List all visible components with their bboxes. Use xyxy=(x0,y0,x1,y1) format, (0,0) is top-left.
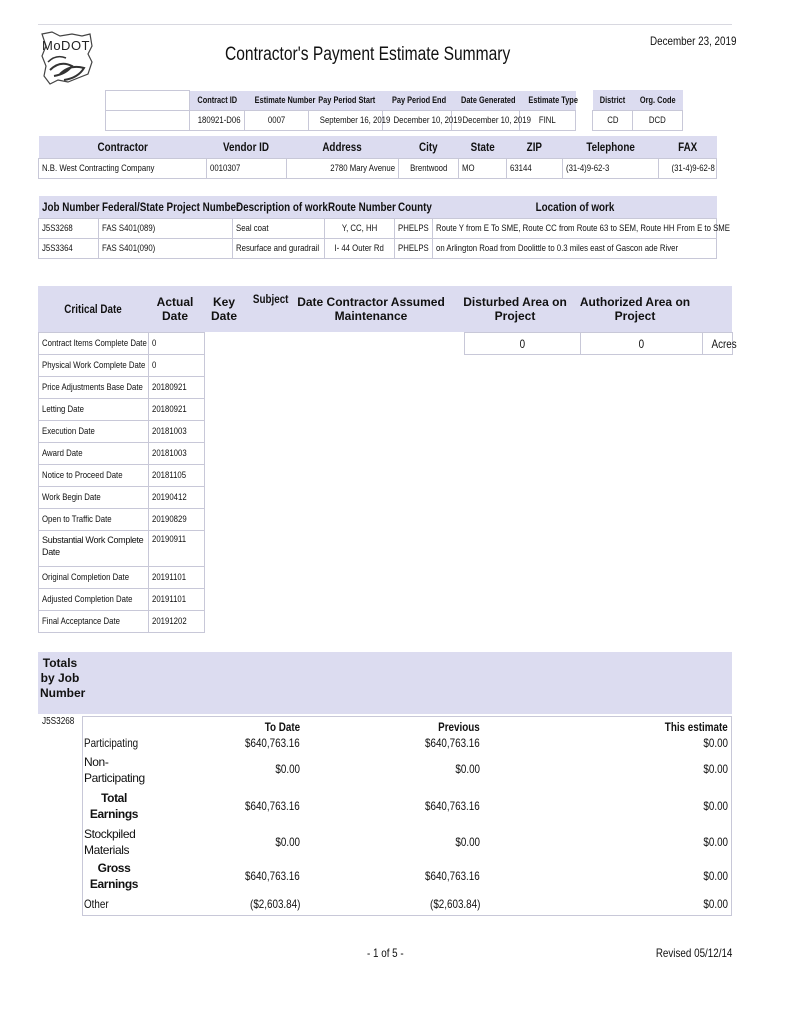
contract-blank-cell xyxy=(106,91,190,111)
totals-row-label: Participating xyxy=(84,736,139,750)
critical-date-value: 20181003 xyxy=(149,421,205,443)
critical-date-value: 20181003 xyxy=(149,443,205,465)
estimate-type-header: Estimate Type xyxy=(520,91,576,111)
telephone: (31-4)9-62-3 xyxy=(563,158,659,178)
totals-row-label: Non-Participating xyxy=(84,755,145,785)
critical-date-value: 0 xyxy=(149,333,205,355)
totals-row xyxy=(84,736,728,754)
this-estimate-value: $0.00 xyxy=(703,835,728,849)
estimate-number-header: Estimate Number xyxy=(245,91,309,111)
critical-date-value: 20191202 xyxy=(149,611,205,633)
this-estimate-header: This estimate xyxy=(665,720,728,734)
table-row xyxy=(39,487,205,509)
table-row xyxy=(39,509,205,531)
contractor-table xyxy=(38,136,717,179)
route-number: I- 44 Outer Rd xyxy=(325,238,395,258)
route-number: Y, CC, HH xyxy=(325,218,395,238)
critical-date-value: 20191101 xyxy=(149,567,205,589)
top-rule xyxy=(38,24,732,25)
modot-logo xyxy=(38,30,98,90)
table-row xyxy=(39,377,205,399)
this-estimate-value: $0.00 xyxy=(703,762,728,776)
contract-id-header: Contract ID xyxy=(190,91,245,111)
address: 2780 Mary Avenue xyxy=(287,158,399,178)
jobs-table xyxy=(38,196,730,259)
project-number: FAS S401(090) xyxy=(99,238,233,258)
critical-date-label: Physical Work Complete Date xyxy=(39,355,149,377)
authorized-area-value: 0 xyxy=(581,333,703,355)
description-header: Description of work xyxy=(233,196,325,218)
revised-date: Revised 05/12/14 xyxy=(655,946,732,960)
totals-row xyxy=(84,826,728,860)
telephone-header: Telephone xyxy=(563,136,659,158)
totals-row xyxy=(84,754,728,790)
previous-header: Previous xyxy=(438,720,480,734)
critical-date-value: 20190412 xyxy=(149,487,205,509)
previous-value: ($2,603.84) xyxy=(429,897,480,911)
location: on Arlington Road from Doolittle to 0.3 miles east of Gascon ade River xyxy=(433,238,717,258)
zip: 63144 xyxy=(507,158,563,178)
to-date-value: $640,763.16 xyxy=(245,869,300,883)
vendor-id-header: Vendor ID xyxy=(207,136,287,158)
to-date-header: To Date xyxy=(264,720,300,734)
critical-date-value: 20180921 xyxy=(149,377,205,399)
logo-text: MoDOT xyxy=(42,38,90,53)
disturbed-area-header: Disturbed Area on Project xyxy=(456,286,574,332)
page-number: - 1 of 5 - xyxy=(366,946,404,960)
table-row xyxy=(39,421,205,443)
county-header: County xyxy=(395,196,433,218)
table-row xyxy=(39,218,717,238)
org-code-value: DCD xyxy=(633,110,683,130)
fax-header: FAX xyxy=(659,136,717,158)
critical-date-label: Open to Traffic Date xyxy=(39,509,149,531)
vendor-id: 0010307 xyxy=(207,158,287,178)
route-number-header: Route Number xyxy=(325,196,395,218)
district-header: District xyxy=(593,90,633,110)
disturbed-area-value: 0 xyxy=(465,333,581,355)
totals-job-number: J5S3268 xyxy=(42,716,75,727)
report-date: December 23, 2019 xyxy=(650,34,737,48)
critical-date-value: 20181105 xyxy=(149,465,205,487)
fax: (31-4)9-62-8 xyxy=(659,158,717,178)
table-row xyxy=(39,567,205,589)
critical-date-value: 20191101 xyxy=(149,589,205,611)
critical-date-value: 0 xyxy=(149,355,205,377)
totals-row-label: Other xyxy=(84,897,109,911)
this-estimate-value: $0.00 xyxy=(703,736,728,750)
state: MO xyxy=(459,158,507,178)
previous-value: $0.00 xyxy=(455,762,480,776)
critical-date-header: Critical Date xyxy=(38,286,148,332)
previous-value: $0.00 xyxy=(455,835,480,849)
critical-date-label: Substantial Work Complete Date xyxy=(39,531,149,567)
critical-date-label: Award Date xyxy=(39,443,149,465)
actual-date-header: Actual Date xyxy=(148,286,202,332)
to-date-value: $0.00 xyxy=(275,835,300,849)
zip-header: ZIP xyxy=(507,136,563,158)
totals-row xyxy=(84,860,728,896)
date-generated-value: December 10, 2019 xyxy=(452,111,520,131)
city: Brentwood xyxy=(399,158,459,178)
table-row xyxy=(39,355,205,377)
district-table xyxy=(592,90,683,131)
job-number: J5S3268 xyxy=(39,218,99,238)
critical-date-label: Work Begin Date xyxy=(39,487,149,509)
table-row xyxy=(39,238,717,258)
critical-date-value: 20190911 xyxy=(149,531,205,567)
date-generated-header: Date Generated xyxy=(452,91,520,111)
totals-header-bar xyxy=(38,652,732,714)
area-table xyxy=(464,332,737,355)
critical-header-table xyxy=(38,286,732,332)
to-date-value: $640,763.16 xyxy=(245,799,300,813)
authorized-area-header: Authorized Area on Project xyxy=(574,286,696,332)
critical-dates-table xyxy=(38,332,205,633)
table-row xyxy=(39,589,205,611)
totals-row xyxy=(84,790,728,826)
to-date-value: ($2,603.84) xyxy=(249,897,300,911)
maintenance-header: Date Contractor Assumed Maintenance xyxy=(286,286,456,332)
totals-row-label: Gross Earnings xyxy=(89,861,139,891)
project-number-header: Federal/State Project Number xyxy=(99,196,233,218)
estimate-number-value: 0007 xyxy=(245,111,309,131)
city-header: City xyxy=(399,136,459,158)
area-unit: Acres xyxy=(703,333,733,355)
table-row xyxy=(39,333,205,355)
critical-date-label: Original Completion Date xyxy=(39,567,149,589)
critical-date-label: Notice to Proceed Date xyxy=(39,465,149,487)
address-header: Address xyxy=(287,136,399,158)
this-estimate-value: $0.00 xyxy=(703,897,728,911)
previous-value: $640,763.16 xyxy=(425,869,480,883)
critical-date-label: Execution Date xyxy=(39,421,149,443)
subject-header: Subject xyxy=(246,286,286,332)
contract-info-table xyxy=(105,90,576,131)
table-row xyxy=(39,399,205,421)
totals-row xyxy=(84,897,728,913)
description: Seal coat xyxy=(233,218,325,238)
county: PHELPS xyxy=(395,218,433,238)
this-estimate-value: $0.00 xyxy=(703,869,728,883)
page-title: Contractor's Payment Estimate Summary xyxy=(225,44,511,65)
table-row xyxy=(39,465,205,487)
pay-period-end-header: Pay Period End xyxy=(383,91,452,111)
state-header: State xyxy=(459,136,507,158)
totals-row-label: Total Earnings xyxy=(89,791,139,821)
pay-period-start-header: Pay Period Start xyxy=(309,91,383,111)
pay-period-end-value: December 10, 2019 xyxy=(383,111,452,131)
to-date-value: $0.00 xyxy=(275,762,300,776)
description: Resurface and guradrail xyxy=(233,238,325,258)
contractor-header: Contractor xyxy=(39,136,207,158)
critical-date-label: Letting Date xyxy=(39,399,149,421)
org-code-header: Org. Code xyxy=(633,90,683,110)
totals-header: Totals by Job Number xyxy=(40,656,86,700)
location-header: Location of work xyxy=(433,196,717,218)
estimate-type-value: FINL xyxy=(520,111,576,131)
county: PHELPS xyxy=(395,238,433,258)
totals-row-label: Stockpiled Materials xyxy=(84,827,136,857)
project-number: FAS S401(089) xyxy=(99,218,233,238)
table-row xyxy=(39,531,205,567)
critical-date-label: Price Adjustments Base Date xyxy=(39,377,149,399)
key-date-header: Key Date xyxy=(202,286,246,332)
critical-date-label: Final Acceptance Date xyxy=(39,611,149,633)
contract-blank-cell xyxy=(106,111,190,131)
this-estimate-value: $0.00 xyxy=(703,799,728,813)
previous-value: $640,763.16 xyxy=(425,799,480,813)
job-number: J5S3364 xyxy=(39,238,99,258)
critical-date-value: 20180921 xyxy=(149,399,205,421)
contractor-name: N.B. West Contracting Company xyxy=(39,158,207,178)
pay-period-start-value: September 16, 2019 xyxy=(309,111,383,131)
critical-date-label: Adjusted Completion Date xyxy=(39,589,149,611)
table-row xyxy=(39,443,205,465)
contract-id-value: 180921-D06 xyxy=(190,111,245,131)
to-date-value: $640,763.16 xyxy=(245,736,300,750)
previous-value: $640,763.16 xyxy=(425,736,480,750)
critical-date-value: 20190829 xyxy=(149,509,205,531)
job-number-header: Job Number xyxy=(39,196,99,218)
district-value: CD xyxy=(593,110,633,130)
unit-header xyxy=(696,286,732,332)
table-row xyxy=(39,611,205,633)
location: Route Y from E To SME, Route CC from Route 63 to SEM, Route HH From E to SME xyxy=(433,218,717,238)
critical-date-label: Contract Items Complete Date xyxy=(39,333,149,355)
